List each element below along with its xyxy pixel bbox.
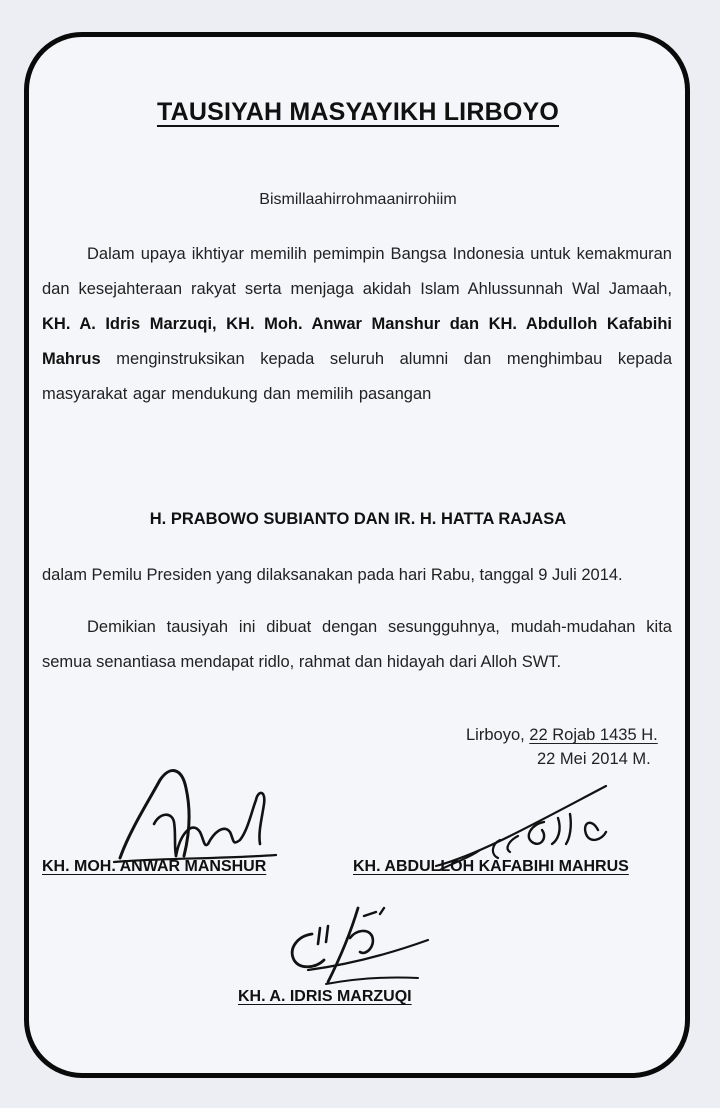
signature-left (100, 760, 290, 870)
candidate-pair: H. PRABOWO SUBIANTO DAN IR. H. HATTA RAJASA (149, 510, 567, 528)
place-name: Lirboyo, (466, 726, 525, 744)
paragraph-instruction-outro: menginstruksikan kepada seluruh alumni dan menghimbau kepada masyarakat agar mendukung dan memilih pasangan (42, 350, 672, 403)
paragraph-closing: Demikian tausiyah ini dibuat dengan sesungguhnya, mudah-mudahan kita semua senantiasa mendapat ridlo, rahmat dan hidayah dari Alloh SWT. (42, 618, 672, 671)
paragraph-instruction-names: KH. A. Idris Marzuqi, KH. Moh. Anwar Manshur dan KH. Abdulloh Kafabihi Mahrus (42, 315, 672, 368)
paragraph-instruction (42, 237, 672, 412)
place-and-date (466, 726, 658, 745)
document-title: TAUSIYAH MASYAYIKH LIRBOYO (156, 98, 560, 126)
signature-name-left: KH. MOH. ANWAR MANSHUR (42, 858, 267, 875)
signature-name-bottom: KH. A. IDRIS MARZUQI (238, 988, 412, 1005)
opening-basmalah: Bismillaahirrohmaanirrohiim (259, 191, 457, 208)
signature-name-right: KH. ABDULLOH KAFABIHI MAHRUS (353, 858, 629, 875)
paragraph-instruction-intro: Dalam upaya ikhtiyar memilih pemimpin Bangsa Indonesia untuk kemakmuran dan kesejahteraan rakyat serta menjaga akidah Islam Ahlussunnah Wal Jamaah, (42, 245, 672, 298)
signature-bottom (268, 898, 438, 998)
paragraph-election-date: dalam Pemilu Presiden yang dilaksanakan pada hari Rabu, tanggal 9 Juli 2014. (42, 566, 623, 584)
date-masehi: 22 Mei 2014 M. (537, 750, 651, 768)
date-hijri: 22 Rojab 1435 H. (529, 726, 658, 744)
